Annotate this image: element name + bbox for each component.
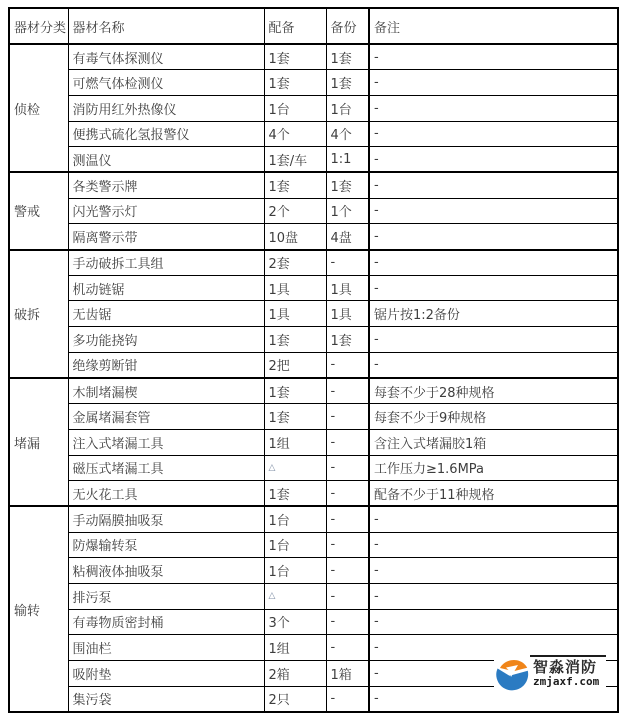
col-header-remark: 备注: [369, 8, 618, 44]
col-header-equipped: 配备: [264, 8, 326, 44]
equipped-qty: 1台: [264, 95, 326, 121]
category-cell: 输转: [9, 506, 68, 712]
backup-qty: 1套: [326, 44, 369, 70]
backup-qty: 1台: [326, 95, 369, 121]
equipment-name: 无火花工具: [68, 481, 264, 507]
category-cell: 警戒: [9, 172, 68, 249]
table-row: [9, 532, 618, 558]
remark: -: [369, 70, 618, 96]
remark: -: [369, 327, 618, 353]
backup-qty: -: [326, 481, 369, 507]
backup-qty: 1个: [326, 198, 369, 224]
table-row: [9, 609, 618, 635]
remark: -: [369, 224, 618, 250]
table-row: [9, 198, 618, 224]
table-row: [9, 352, 618, 378]
table-row: [9, 481, 618, 507]
table-row: [9, 558, 618, 584]
table-row: [9, 327, 618, 353]
backup-qty: 1箱: [326, 661, 369, 687]
equipment-name: 无齿锯: [68, 301, 264, 327]
table-row: [9, 506, 618, 532]
remark: -: [369, 172, 618, 198]
equipped-qty: 2套: [264, 250, 326, 276]
equipment-name: 隔离警示带: [68, 224, 264, 250]
remark: 配备不少于11种规格: [369, 481, 618, 507]
equipment-name: 机动链锯: [68, 275, 264, 301]
equipment-name: 有毒气体探测仪: [68, 44, 264, 70]
equipped-qty: 1组: [264, 429, 326, 455]
equipment-name: 测温仪: [68, 147, 264, 173]
watermark-topline: [530, 655, 606, 657]
equipped-qty: 1套: [264, 172, 326, 198]
category-cell: 堵漏: [9, 378, 68, 506]
remark: -: [369, 532, 618, 558]
category-cell: 侦检: [9, 44, 68, 172]
backup-qty: -: [326, 455, 369, 481]
backup-qty: 1套: [326, 172, 369, 198]
backup-qty: -: [326, 404, 369, 430]
remark: -: [369, 147, 618, 173]
backup-qty: 4盘: [326, 224, 369, 250]
remark: 每套不少于28种规格: [369, 378, 618, 404]
table-row: [9, 275, 618, 301]
equipped-qty: 1套: [264, 44, 326, 70]
equipment-name: 多功能挠钩: [68, 327, 264, 353]
remark: -: [369, 198, 618, 224]
table-row: [9, 455, 618, 481]
equipped-qty: 1具: [264, 301, 326, 327]
backup-qty: 1套: [326, 327, 369, 353]
backup-qty: -: [326, 583, 369, 609]
equipped-qty: 2把: [264, 352, 326, 378]
backup-qty: 1:1: [326, 147, 369, 173]
equipped-qty: 1台: [264, 558, 326, 584]
remark: 锯片按1:2备份: [369, 301, 618, 327]
equipment-name: 各类警示牌: [68, 172, 264, 198]
equipped-qty: 1套: [264, 404, 326, 430]
col-header-name: 器材名称: [68, 8, 264, 44]
equipped-qty: 1套: [264, 481, 326, 507]
table-row: [9, 147, 618, 173]
remark: 每套不少于9种规格: [369, 404, 618, 430]
remark: -: [369, 635, 618, 661]
remark: -: [369, 352, 618, 378]
remark: -: [369, 44, 618, 70]
table-row: [9, 301, 618, 327]
equipment-name: 可燃气体检测仪: [68, 70, 264, 96]
table-row: [9, 250, 618, 276]
table-row: [9, 172, 618, 198]
table-row: [9, 429, 618, 455]
remark: -: [369, 583, 618, 609]
equipment-name: 排污泵: [68, 583, 264, 609]
remark: -: [369, 661, 618, 687]
equipped-qty: 1套/车: [264, 147, 326, 173]
watermark-text: [533, 660, 599, 687]
remark: -: [369, 609, 618, 635]
remark: -: [369, 558, 618, 584]
backup-qty: -: [326, 352, 369, 378]
backup-qty: -: [326, 635, 369, 661]
equipment-name: 闪光警示灯: [68, 198, 264, 224]
equipment-name: 注入式堵漏工具: [68, 429, 264, 455]
backup-qty: -: [326, 609, 369, 635]
table-row: [9, 121, 618, 147]
table-row: [9, 95, 618, 121]
equipment-name: 有毒物质密封桶: [68, 609, 264, 635]
equipment-name: 吸附垫: [68, 661, 264, 687]
equipped-qty: 2只: [264, 686, 326, 712]
equipment-name: 消防用红外热像仪: [68, 95, 264, 121]
backup-qty: 1具: [326, 275, 369, 301]
table-row: [9, 224, 618, 250]
equipped-qty: 3个: [264, 609, 326, 635]
table-row: [9, 404, 618, 430]
table-row: [9, 70, 618, 96]
equipped-qty: 1具: [264, 275, 326, 301]
equipped-qty: 1套: [264, 378, 326, 404]
remark: 工作压力≥1.6MPa: [369, 455, 618, 481]
backup-qty: 1套: [326, 70, 369, 96]
equipped-qty: 1台: [264, 506, 326, 532]
backup-qty: -: [326, 378, 369, 404]
equipment-name: 防爆输转泵: [68, 532, 264, 558]
equipped-qty-placeholder: △: [264, 455, 326, 481]
equipped-qty: 1组: [264, 635, 326, 661]
equipment-name: 木制堵漏楔: [68, 378, 264, 404]
equipment-name: 集污袋: [68, 686, 264, 712]
equipment-name: 手动隔膜抽吸泵: [68, 506, 264, 532]
remark: -: [369, 121, 618, 147]
equipment-name: 围油栏: [68, 635, 264, 661]
remark: 含注入式堵漏胶1箱: [369, 429, 618, 455]
remark: -: [369, 275, 618, 301]
equipment-table: [8, 7, 619, 713]
category-cell: 破拆: [9, 250, 68, 378]
equipment-name: 金属堵漏套管: [68, 404, 264, 430]
equipment-name: 手动破拆工具组: [68, 250, 264, 276]
backup-qty: -: [326, 532, 369, 558]
equipment-name: 粘稠液体抽吸泵: [68, 558, 264, 584]
brand-domain[interactable]: zmjaxf.com: [533, 675, 600, 689]
backup-qty: -: [326, 250, 369, 276]
brand-name: 智淼消防: [533, 658, 598, 677]
equipped-qty: 2个: [264, 198, 326, 224]
equipment-name: 磁压式堵漏工具: [68, 455, 264, 481]
backup-qty: 4个: [326, 121, 369, 147]
backup-qty: -: [326, 429, 369, 455]
header-row: [9, 8, 618, 44]
equipped-qty: 2箱: [264, 661, 326, 687]
watermark: [494, 653, 606, 695]
equipped-qty: 1套: [264, 70, 326, 96]
equipped-qty: 1台: [264, 532, 326, 558]
remark: -: [369, 686, 618, 712]
equipped-qty: 1套: [264, 327, 326, 353]
table-row: [9, 583, 618, 609]
table-row: [9, 44, 618, 70]
equipment-name: 便携式硫化氢报警仪: [68, 121, 264, 147]
col-header-backup: 备份: [326, 8, 369, 44]
equipped-qty: 4个: [264, 121, 326, 147]
backup-qty: 1具: [326, 301, 369, 327]
col-header-category: 器材分类: [9, 8, 68, 44]
backup-qty: -: [326, 558, 369, 584]
backup-qty: -: [326, 686, 369, 712]
remark: -: [369, 250, 618, 276]
brand-logo-icon: [494, 656, 530, 692]
equipment-name: 绝缘剪断钳: [68, 352, 264, 378]
equipped-qty: 10盘: [264, 224, 326, 250]
table-row: [9, 378, 618, 404]
backup-qty: -: [326, 506, 369, 532]
equipped-qty-placeholder: △: [264, 583, 326, 609]
remark: -: [369, 506, 618, 532]
remark: -: [369, 95, 618, 121]
